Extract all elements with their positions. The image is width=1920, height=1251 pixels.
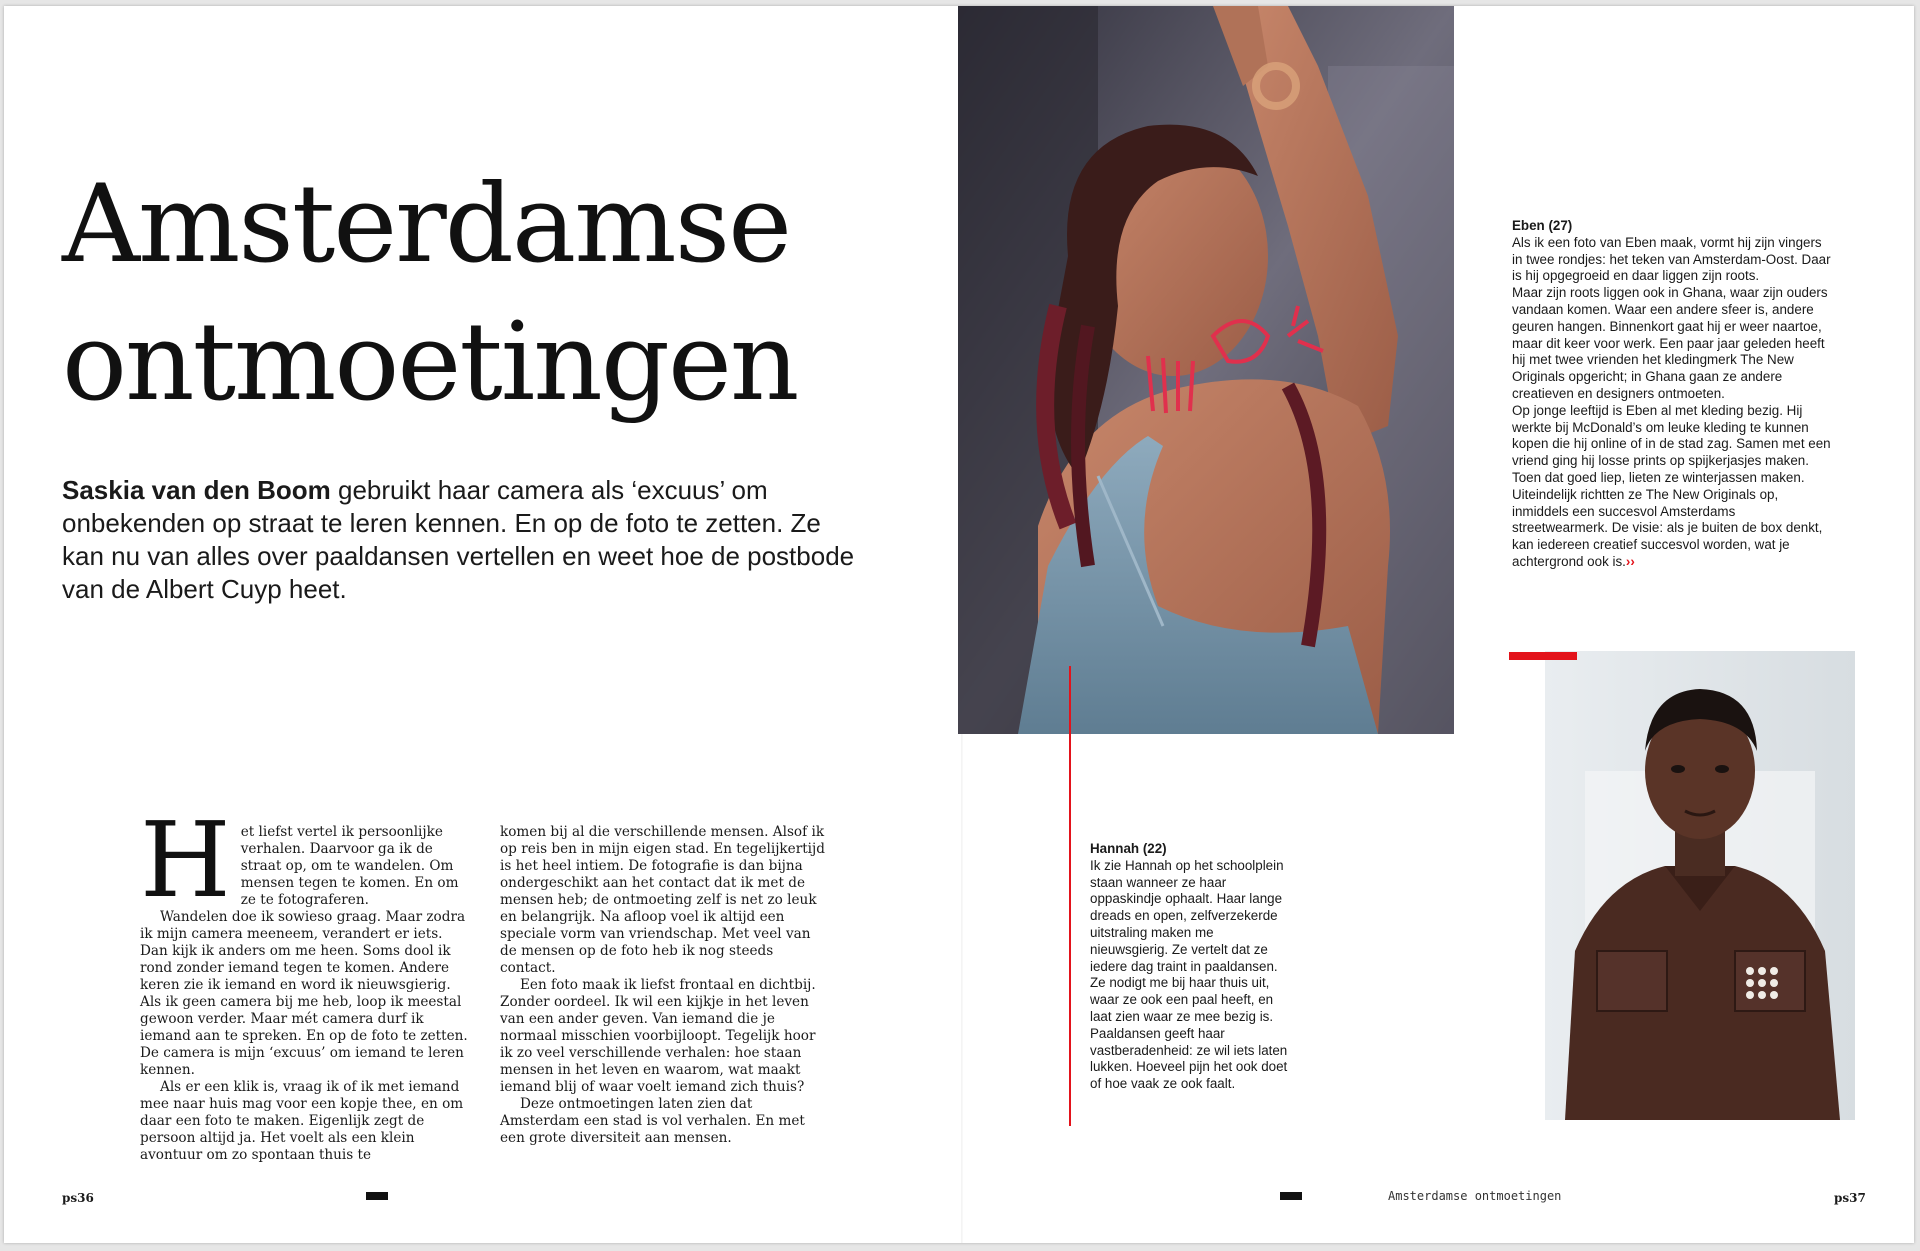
photo-eben [1545,651,1855,1120]
title-line-2: ontmoetingen [62,300,798,425]
title-line-1: Amsterdamse [62,162,791,287]
page-number-left: ps36 [62,1191,94,1205]
photo-hannah [958,6,1454,734]
magazine-spread [4,6,1914,1243]
sidebar-hannah-heading: Hannah (22) [1090,841,1167,856]
red-rule-line [1069,666,1071,1126]
footer-dash-left [366,1192,388,1200]
hannah-portrait-image [958,6,1454,734]
lead-author: Saskia van den Boom [62,475,331,505]
article-title [62,156,797,432]
sidebar-eben-paragraph [1512,487,1832,571]
sidebar-eben-last-text: Uiteindelijk richtten ze The New Originals op, inmiddels een succesvol Amsterdams streetwearmerk. De visie: als je buiten de box denkt, kan iedereen creatief succesvol worden, wat je achtergrond ook is. [1512,486,1823,569]
sidebar-hannah [1090,841,1290,1093]
continue-arrow-icon: ›› [1625,553,1635,569]
body-paragraph: Deze ontmoetingen laten zien dat Amsterdam een stad is vol verhalen. En met een grote diversiteit aan mensen. [500,1096,805,1146]
sidebar-eben [1512,218,1832,571]
eben-portrait-image [1545,651,1855,1120]
page-number-right: ps37 [1834,1191,1866,1205]
article-lead [62,474,862,606]
body-paragraph: Als er een klik is, vraag ik of ik met iemand mee naar huis mag voor een kopje thee, en om daar een foto te maken. Eigenlijk zegt de persoon altijd ja. Het voelt als een klein avontuur om zo spontaan thuis te [140,1079,464,1163]
running-title: Amsterdamse ontmoetingen [1388,1189,1562,1203]
body-paragraph: komen bij al die verschillende mensen. Alsof ik op reis ben in mijn eigen stad. En tegelijkertijd is het heel intiem. De fotografie is dan bijna ondergeschikt aan het contact dat ik met de mensen heb; de ontmoeting zelf is net zo leuk en belangrijk. Na afloop voel ik altijd een speciale vorm van vriendschap. Met veel van de mensen op de foto heb ik nog steeds contact. [500,824,825,976]
sidebar-eben-paragraph: Maar zijn roots liggen ook in Ghana, waar zijn ouders vandaan komen. Waar een andere sfeer is, andere geuren hangen. Binnenkort gaat hij er weer naartoe, maar dit keer voor werk. Een paar jaar geleden heeft hij met twee vrienden het kledingmerk The New Originals opgericht; in Ghana gaan ze andere creatieven en designers ontmoeten. [1512,285,1828,401]
body-column-1 [140,799,470,1164]
body-paragraph: Wandelen doe ik sowieso graag. Maar zodra ik mijn camera meeneem, verandert er iets. Dan kijk ik anders om me heen. Soms dool ik rond zonder iemand tegen te komen. Andere keren zie ik iemand en word ik nieuwsgierig. Als ik geen camera bij me heb, loop ik meestal gewoon verder. Maar mét camera durf ik iemand aan te spreken. En op de foto te zetten. De camera is mijn ‘excuus’ om iemand te leren kennen. [140,909,468,1078]
sidebar-hannah-text: Ik zie Hannah op het schoolplein staan wanneer ze haar oppaskindje ophaalt. Haar lange dreads en open, zelfverzekerde uitstraling maken me nieuwsgierig. Ze vertelt dat ze iedere dag traint in paaldansen. Ze nodigt me bij haar thuis uit, waar ze ook een paal heeft, en laat zien waar ze mee bezig is. Paaldansen geeft haar vastberadenheid: ze wil iets laten lukken. Hoeveel pijn het ook doet of hoe vaak ze ook faalt. [1090,857,1288,1092]
sidebar-eben-heading: Eben (27) [1512,218,1573,233]
drop-cap: H [140,799,231,921]
body-paragraph: Een foto maak ik liefst frontaal en dichtbij. Zonder oordeel. Ik wil een kijkje in het leven van een ander geven. Van iemand die je normaal misschien voorbijloopt. Tegelijk hoor ik zo veel verschillende verhalen: hoe staan mensen in het leven en waarom, wat maakt iemand blij of waar voelt iemand zich thuis? [500,977,816,1095]
sidebar-eben-paragraph: Als ik een foto van Eben maak, vormt hij zijn vingers in twee rondjes: het teken van Amsterdam-Oost. Daar is hij opgegroeid en daar liggen zijn roots. [1512,234,1831,284]
sidebar-eben-paragraph: Op jonge leeftijd is Eben al met kleding bezig. Hij werkte bij McDonald’s om leuke kleding te kunnen kopen die hij online of in de stad zag. Samen met een vriend ging hij losse prints op spijkerjasjes maken. Toen dat goed liep, lieten ze winterjassen maken. [1512,402,1831,485]
lead-text: gebruikt haar camera als ‘excuus’ om onbekenden op straat te leren kennen. En op de foto te zetten. Ze kan nu van alles over paaldansen vertellen en weet hoe de postbode van de Albert Cuyp heet. [62,475,855,604]
red-accent-bar [1509,652,1577,660]
body-paragraph: et liefst vertel ik persoonlijke verhalen. Daarvoor ga ik de straat op, om te wandelen. Om mensen tegen te komen. En om ze te fotograferen. [240,824,459,908]
body-column-2 [500,824,830,1147]
footer-dash-right [1280,1192,1302,1200]
